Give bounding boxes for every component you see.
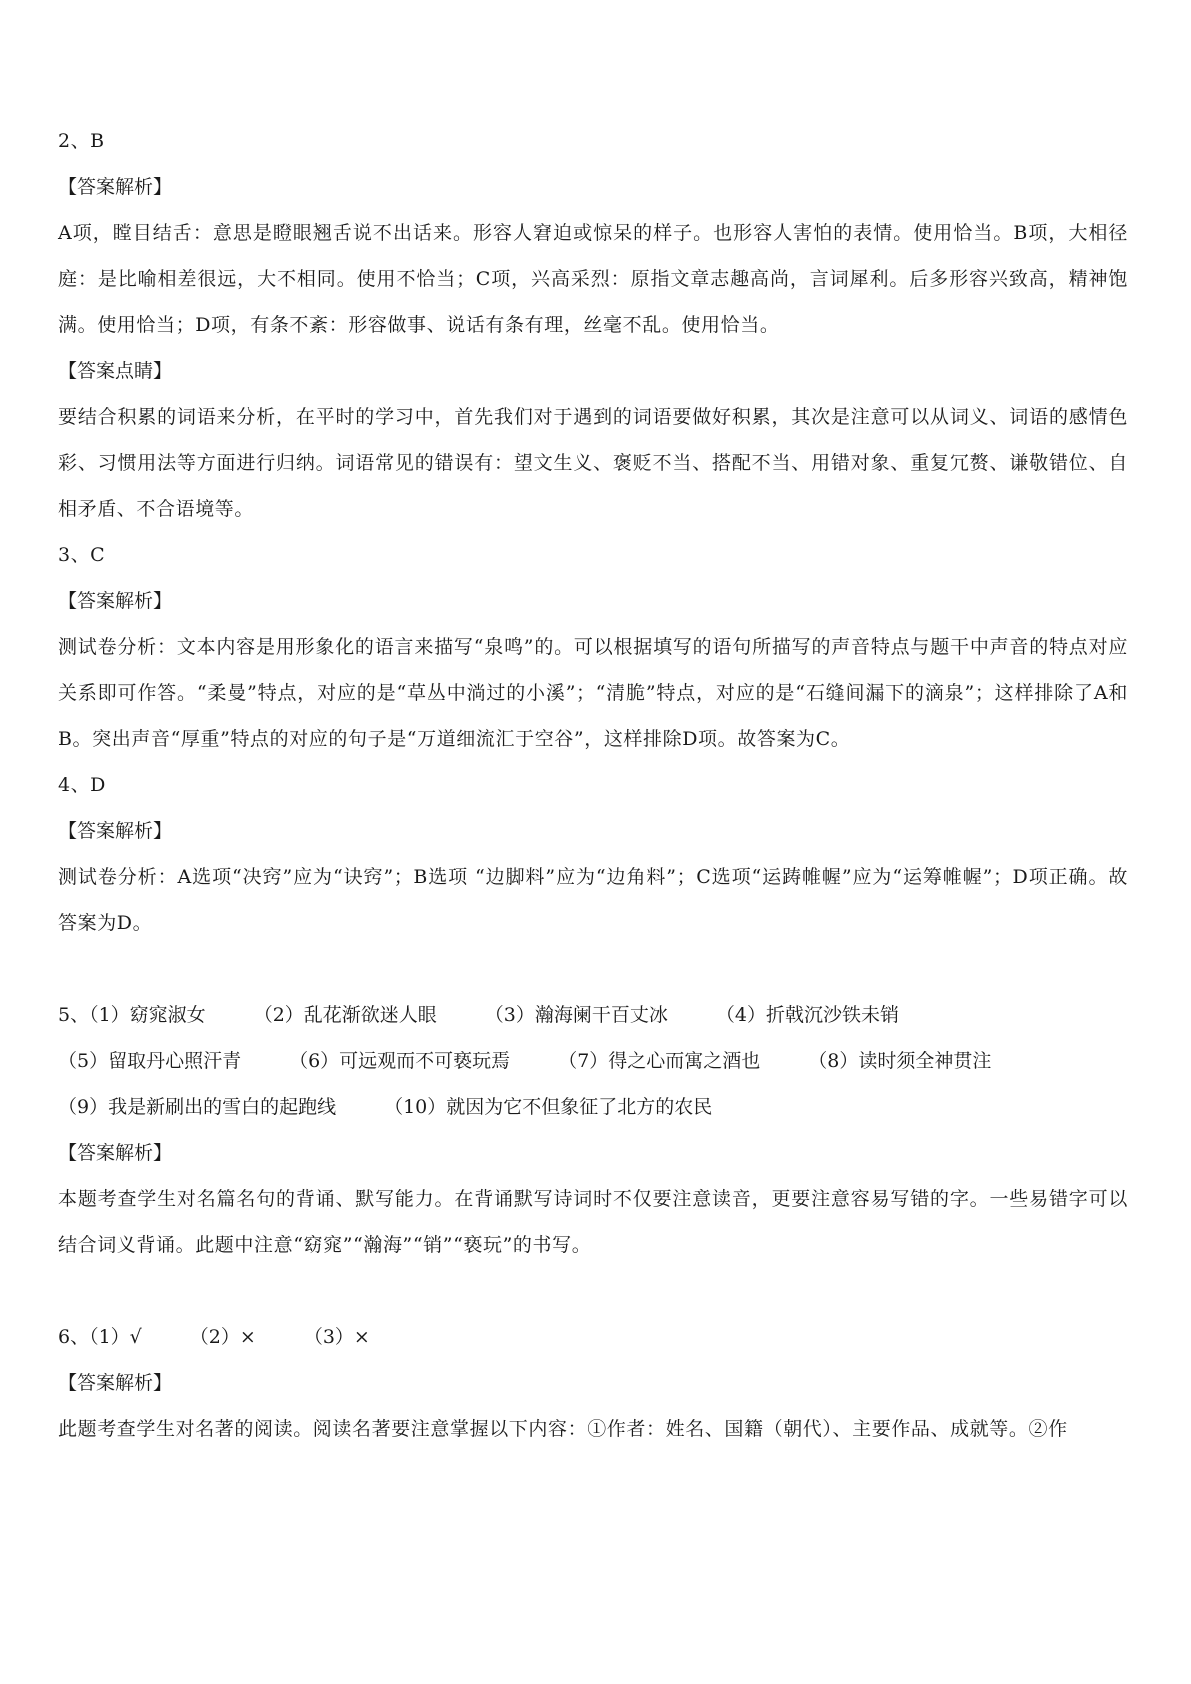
question-2-analysis-text: A项，瞠目结舌：意思是瞪眼翘舌说不出话来。形容人窘迫或惊呆的样子。也形容人害怕的表情。使用恰当。B项，大相径庭：是比喻相差很远，大不相同。使用不恰当；C项，兴高采烈：原指文章志趣高尚，言词犀利。后多形容兴致高，精神饱满。使用恰当；D项，有条不紊：形容做事、说话有条有理，丝毫不乱。使用恰当。	[58, 222, 1128, 336]
question-6-number: 6、	[58, 1326, 90, 1348]
question-4-analysis-title: 【答案解析】	[58, 820, 173, 842]
question-2-analysis-title: 【答案解析】	[58, 176, 173, 198]
question-5-analysis-text: 本题考查学生对名篇名句的背诵、默写能力。在背诵默写诗词时不仅要注意读音，更要注意容易写错的字。一些易错字可以结合词义背诵。此题中注意“窈窕”“瀚海”“销”“亵玩”的书写。	[58, 1188, 1128, 1256]
question-5-answers	[58, 992, 1128, 1130]
question-4-heading: 4、D	[58, 774, 106, 796]
answer-document	[58, 118, 1128, 1452]
question-5-number: 5、	[58, 1004, 90, 1026]
question-3-heading: 3、C	[58, 544, 106, 566]
question-6-answer-3: （3）×	[303, 1326, 370, 1348]
question-5-analysis-title: 【答案解析】	[58, 1142, 173, 1164]
question-6-analysis-title: 【答案解析】	[58, 1372, 173, 1394]
question-5-answer-3: （3）瀚海阑干百丈冰	[484, 1004, 668, 1026]
question-5-answer-10: （10）就因为它不但象征了北方的农民	[384, 1096, 713, 1118]
question-5-answer-1: 5、（1）窈窕淑女	[58, 1004, 206, 1026]
question-2-insight-text: 要结合积累的词语来分析，在平时的学习中，首先我们对于遇到的词语要做好积累，其次是注意可以从词义、词语的感情色彩、习惯用法等方面进行归纳。词语常见的错误有：望文生义、褒贬不当、搭配不当、用错对象、重复冗赘、谦敬错位、自相矛盾、不合语境等。	[58, 406, 1128, 520]
question-6-answer-1: 6、（1）√	[58, 1326, 142, 1348]
question-5-answer-7: （7）得之心而寓之酒也	[558, 1050, 761, 1072]
question-5-answer-5: （5）留取丹心照汗青	[58, 1050, 242, 1072]
spacer	[58, 1268, 1128, 1314]
question-6-analysis-text: 此题考查学生对名著的阅读。阅读名著要注意掌握以下内容：①作者：姓名、国籍（朝代）、主要作品、成就等。②作	[58, 1418, 1068, 1440]
question-6-answer-2: （2）×	[189, 1326, 256, 1348]
question-5-answer-8: （8）读时须全神贯注	[808, 1050, 992, 1072]
question-5-answer-9: （9）我是新刷出的雪白的起跑线	[58, 1096, 337, 1118]
question-2-heading: 2、B	[58, 130, 105, 152]
question-5-answer-6: （6）可远观而不可亵玩焉	[289, 1050, 511, 1072]
question-3-analysis-title: 【答案解析】	[58, 590, 173, 612]
question-3-analysis-text: 测试卷分析：文本内容是用形象化的语言来描写“泉鸣”的。可以根据填写的语句所描写的声音特点与题干中声音的特点对应关系即可作答。“柔曼”特点，对应的是“草丛中淌过的小溪”；“清脆”特点，对应的是“石缝间漏下的滴泉”；这样排除了A和B。突出声音“厚重”特点的对应的句子是“万道细流汇于空谷”，这样排除D项。故答案为C。	[58, 636, 1128, 750]
question-2-insight-title: 【答案点睛】	[58, 360, 173, 382]
question-5-answer-2: （2）乱花渐欲迷人眼	[253, 1004, 437, 1026]
question-5-answer-4: （4）折戟沉沙铁未销	[715, 1004, 899, 1026]
question-4-analysis-text: 测试卷分析：A选项“决窍”应为“诀窍”；B选项 “边脚料”应为“边角料”；C选项“运踌帷幄”应为“运筹帷幄”；D项正确。故答案为D。	[58, 866, 1128, 934]
question-6-answers	[58, 1314, 1128, 1360]
spacer	[58, 946, 1128, 992]
